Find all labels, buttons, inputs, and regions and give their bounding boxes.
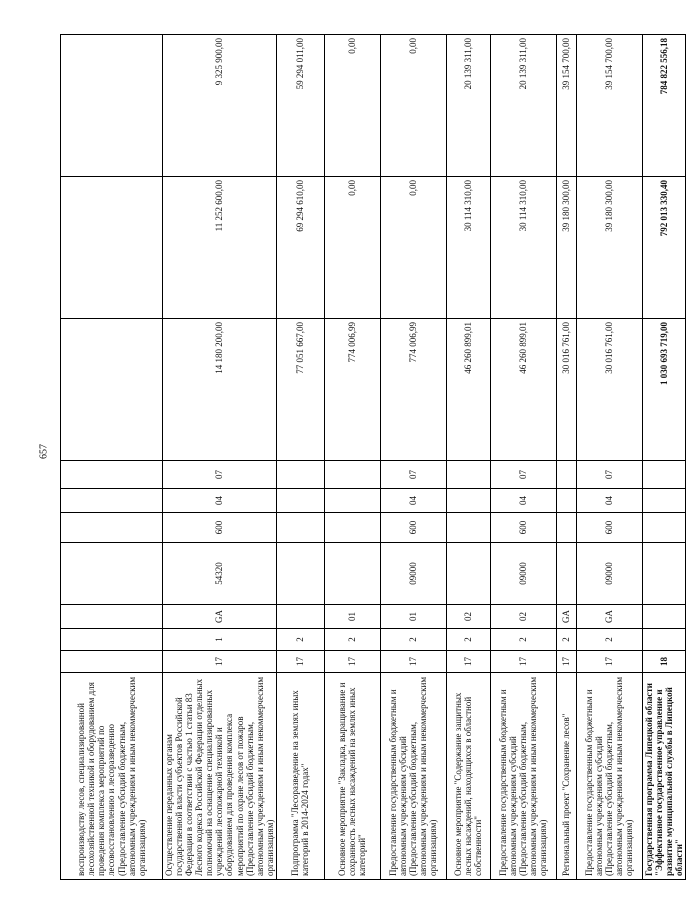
cell-pr: 07 bbox=[576, 461, 642, 489]
cell-name: Предоставление государственным бюджетным и автономным учреждениям субсидий (Предоставление субсидий бюджетным, автономным учреждениям и иным некоммерческим организациям) bbox=[576, 673, 642, 880]
cell-sum2: 792 013 330,40 bbox=[642, 177, 685, 319]
cell-gp: 17 bbox=[556, 651, 576, 673]
cell-sum2: 0,00 bbox=[380, 177, 446, 319]
rotated-table-wrapper bbox=[60, 35, 685, 880]
cell-gp: 17 bbox=[380, 651, 446, 673]
cell-rz bbox=[446, 489, 490, 513]
cell-name: Основное мероприятие "Содержание защитных лесных насаждений, находящихся в областной собственности" bbox=[446, 673, 490, 880]
cell-gp: 17 bbox=[163, 651, 277, 673]
table-row bbox=[380, 35, 446, 880]
cell-sum2 bbox=[61, 177, 163, 319]
cell-pp: 1 bbox=[163, 629, 277, 651]
cell-name: Региональный проект "Сохранение лесов" bbox=[556, 673, 576, 880]
cell-dir bbox=[642, 543, 685, 605]
cell-ms: GA bbox=[576, 605, 642, 629]
cell-ms: GA bbox=[163, 605, 277, 629]
cell-sum1: 77 051 667,00 bbox=[276, 319, 324, 461]
cell-pp: 2 bbox=[576, 629, 642, 651]
cell-sum1: 46 260 899,01 bbox=[446, 319, 490, 461]
cell-name: воспроизводству лесов, специализированной лесохозяйственной техникой и оборудованием для проведения комплекса мероприятий по лесовосстановлению и лесоразведению (Предоставление субсидий бюджетным, автономным учреждениям и иным некоммерческим организациям) bbox=[61, 673, 163, 880]
cell-rz bbox=[324, 489, 380, 513]
cell-vr: 600 bbox=[576, 513, 642, 543]
cell-ms: 01 bbox=[380, 605, 446, 629]
cell-gp: 17 bbox=[576, 651, 642, 673]
cell-sum3: 20 139 311,00 bbox=[490, 35, 556, 177]
cell-ms bbox=[61, 605, 163, 629]
cell-sum2: 30 114 310,00 bbox=[446, 177, 490, 319]
cell-sum2: 30 114 310,00 bbox=[490, 177, 556, 319]
cell-rz bbox=[556, 489, 576, 513]
cell-name: Предоставление государственным бюджетным и автономным учреждениям субсидий (Предоставление субсидий бюджетным, автономным учреждениям и иным некоммерческим организациям) bbox=[490, 673, 556, 880]
cell-name: Государственная программа Липецкой области "Эффективное государственное управление и развитие муниципальной службы в Липецкой области" bbox=[642, 673, 685, 880]
cell-sum1: 1 030 693 719,00 bbox=[642, 319, 685, 461]
cell-ms bbox=[642, 605, 685, 629]
cell-name: Основное мероприятие "Закладка, выращивание и сохранность лесных насаждений на землях иных категорий" bbox=[324, 673, 380, 880]
cell-vr bbox=[556, 513, 576, 543]
table-row bbox=[324, 35, 380, 880]
cell-pr bbox=[324, 461, 380, 489]
cell-sum1: 774 006,99 bbox=[380, 319, 446, 461]
cell-sum1 bbox=[61, 319, 163, 461]
cell-gp bbox=[61, 651, 163, 673]
cell-name: Подпрограмма "Лесоразведение на землях иных категорий в 2014-2024 годах" bbox=[276, 673, 324, 880]
cell-vr bbox=[642, 513, 685, 543]
cell-pp bbox=[642, 629, 685, 651]
cell-ms: 01 bbox=[324, 605, 380, 629]
cell-dir bbox=[446, 543, 490, 605]
cell-name: Предоставление государственным бюджетным и автономным учреждениям субсидий (Предоставление субсидий бюджетным, автономным учреждениям и иным некоммерческим организациям) bbox=[380, 673, 446, 880]
cell-name: Осуществление переданных органам государственной власти субъектов Российской Федерации в соответствии с частью 1 статьи 83 Лесного кодекса Российской Федерации отдельных полномочий на оснащение специализированных учреждений лесопожарной техникой и оборудованием для проведения комплекса мероприятий по охране лесов от пожаров (Предоставление субсидий бюджетным, автономным учреждениям и иным некоммерческим организациям) bbox=[163, 673, 277, 880]
budget-table bbox=[60, 34, 686, 880]
table-row bbox=[576, 35, 642, 880]
cell-pp: 2 bbox=[490, 629, 556, 651]
table-row bbox=[276, 35, 324, 880]
cell-vr bbox=[61, 513, 163, 543]
cell-pp: 2 bbox=[380, 629, 446, 651]
cell-pr: 07 bbox=[380, 461, 446, 489]
cell-sum3: 9 325 900,00 bbox=[163, 35, 277, 177]
cell-pp bbox=[61, 629, 163, 651]
cell-dir bbox=[324, 543, 380, 605]
cell-gp: 17 bbox=[490, 651, 556, 673]
cell-pp: 2 bbox=[446, 629, 490, 651]
cell-sum3: 0,00 bbox=[380, 35, 446, 177]
cell-pr bbox=[61, 461, 163, 489]
cell-sum2: 11 252 600,00 bbox=[163, 177, 277, 319]
cell-dir bbox=[556, 543, 576, 605]
cell-sum2: 39 180 300,00 bbox=[556, 177, 576, 319]
table-row bbox=[490, 35, 556, 880]
cell-sum2: 39 180 300,00 bbox=[576, 177, 642, 319]
cell-ms: 02 bbox=[446, 605, 490, 629]
cell-pr bbox=[556, 461, 576, 489]
cell-pr: 07 bbox=[163, 461, 277, 489]
table-row bbox=[642, 35, 685, 880]
table-row bbox=[61, 35, 163, 880]
cell-dir: 09000 bbox=[380, 543, 446, 605]
cell-sum2: 0,00 bbox=[324, 177, 380, 319]
cell-rz bbox=[642, 489, 685, 513]
cell-vr: 600 bbox=[380, 513, 446, 543]
cell-dir: 09000 bbox=[576, 543, 642, 605]
cell-pp: 2 bbox=[276, 629, 324, 651]
cell-pp: 2 bbox=[556, 629, 576, 651]
cell-dir bbox=[61, 543, 163, 605]
cell-vr bbox=[446, 513, 490, 543]
cell-sum3: 39 154 700,00 bbox=[556, 35, 576, 177]
cell-pr bbox=[446, 461, 490, 489]
cell-rz bbox=[61, 489, 163, 513]
cell-gp: 17 bbox=[276, 651, 324, 673]
cell-rz: 04 bbox=[163, 489, 277, 513]
cell-sum1: 30 016 761,00 bbox=[576, 319, 642, 461]
cell-sum1: 14 180 200,00 bbox=[163, 319, 277, 461]
table-row bbox=[163, 35, 277, 880]
cell-ms: 02 bbox=[490, 605, 556, 629]
cell-pr bbox=[642, 461, 685, 489]
table-row bbox=[446, 35, 490, 880]
cell-pr: 07 bbox=[490, 461, 556, 489]
cell-dir: 09000 bbox=[490, 543, 556, 605]
cell-ms bbox=[276, 605, 324, 629]
cell-dir bbox=[276, 543, 324, 605]
cell-pp: 2 bbox=[324, 629, 380, 651]
cell-gp: 18 bbox=[642, 651, 685, 673]
cell-vr: 600 bbox=[163, 513, 277, 543]
cell-dir: 54320 bbox=[163, 543, 277, 605]
cell-vr bbox=[324, 513, 380, 543]
cell-sum2: 69 294 610,00 bbox=[276, 177, 324, 319]
cell-sum3: 59 294 011,00 bbox=[276, 35, 324, 177]
cell-sum1: 46 260 899,01 bbox=[490, 319, 556, 461]
cell-rz bbox=[276, 489, 324, 513]
cell-sum1: 30 016 761,00 bbox=[556, 319, 576, 461]
cell-vr bbox=[276, 513, 324, 543]
cell-sum1: 774 006,99 bbox=[324, 319, 380, 461]
cell-sum3 bbox=[61, 35, 163, 177]
page-number: 657 bbox=[38, 444, 50, 459]
cell-gp: 17 bbox=[324, 651, 380, 673]
cell-gp: 17 bbox=[446, 651, 490, 673]
cell-rz: 04 bbox=[576, 489, 642, 513]
cell-rz: 04 bbox=[490, 489, 556, 513]
cell-pr bbox=[276, 461, 324, 489]
cell-vr: 600 bbox=[490, 513, 556, 543]
cell-sum3: 39 154 700,00 bbox=[576, 35, 642, 177]
cell-rz: 04 bbox=[380, 489, 446, 513]
cell-sum3: 20 139 311,00 bbox=[446, 35, 490, 177]
table-row bbox=[556, 35, 576, 880]
cell-ms: GA bbox=[556, 605, 576, 629]
cell-sum3: 0,00 bbox=[324, 35, 380, 177]
cell-sum3: 784 822 556,18 bbox=[642, 35, 685, 177]
